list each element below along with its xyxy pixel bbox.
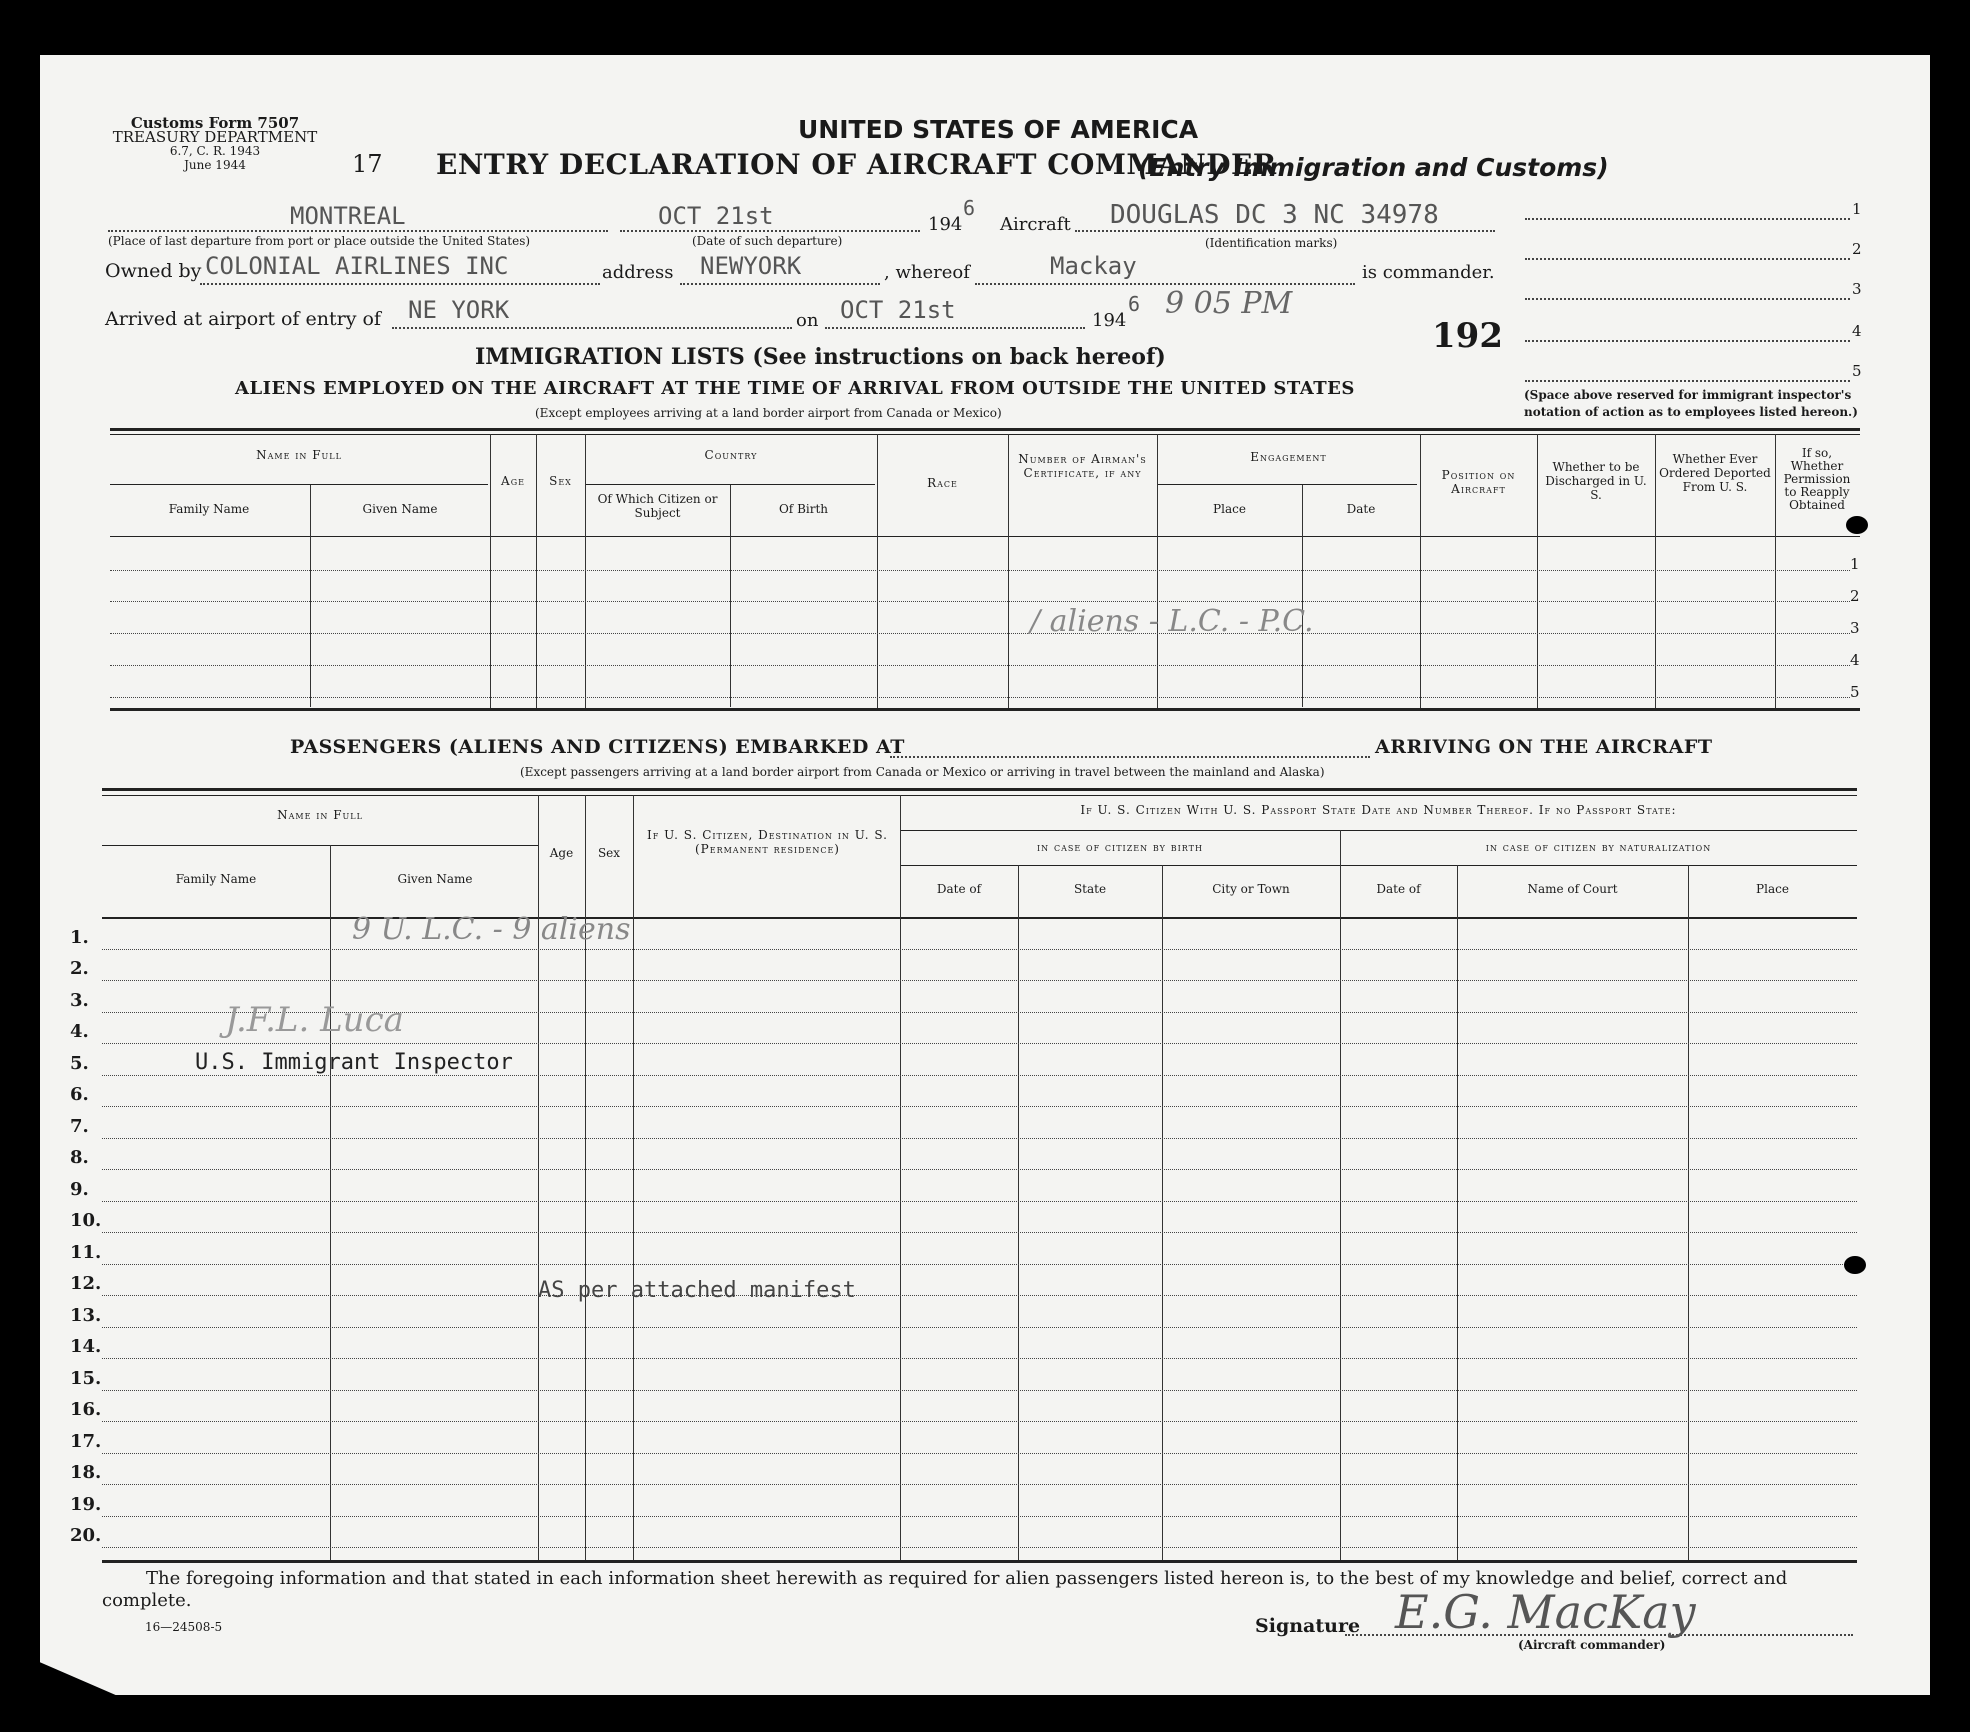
- aliens-header-place: Place: [1213, 502, 1246, 516]
- passenger-row-number: 9.: [70, 1178, 89, 1200]
- departure-date-caption: (Date of such departure): [692, 234, 843, 248]
- arrival-label: Arrived at airport of entry of: [105, 308, 381, 330]
- arrival-date: OCT 21st: [840, 296, 956, 324]
- departure-year-prefix: 194: [928, 214, 963, 235]
- aliens-header-given: Given Name: [362, 502, 438, 516]
- passenger-row-line: [102, 949, 1857, 950]
- passenger-row-number: 8.: [70, 1147, 89, 1168]
- aliens-header-family: Family Name: [168, 502, 250, 516]
- passenger-row-number: 6.: [70, 1084, 89, 1105]
- owner-value: COLONIAL AIRLINES INC: [205, 252, 509, 280]
- aliens-row-number: 4: [1850, 651, 1860, 669]
- passenger-row-number: 14.: [70, 1336, 102, 1357]
- address-value: NEWYORK: [700, 252, 802, 280]
- aliens-row-number: 3: [1850, 619, 1860, 637]
- passenger-row-line: [102, 1484, 1857, 1485]
- passenger-row-number: 5.: [70, 1052, 89, 1074]
- passengers-header-by-birth: in case of citizen by birth: [1037, 840, 1203, 854]
- passenger-row-number: 19.: [70, 1493, 102, 1515]
- passenger-row-line: [102, 1169, 1857, 1170]
- aliens-handwritten-note: / aliens - L.C. - P.C.: [1030, 604, 1314, 639]
- aliens-header-deported: Whether Ever Ordered Deported From U. S.: [1659, 452, 1771, 494]
- header-subtitle: (Entry Immigration and Customs): [1138, 153, 1609, 182]
- passenger-row-line: [102, 1295, 1857, 1296]
- passenger-row-number: 18.: [70, 1462, 102, 1483]
- passengers-header-city: City or Town: [1212, 882, 1290, 896]
- passenger-row-line: [102, 1453, 1857, 1454]
- reserved-line-number: 4: [1852, 322, 1862, 340]
- passenger-row-number: 3.: [70, 989, 89, 1011]
- aliens-header-airman: Number of Airman's Certificate, if any: [1018, 452, 1147, 480]
- passenger-row-number: 11.: [70, 1241, 102, 1263]
- departure-place-caption: (Place of last departure from port or place outside the United States): [108, 234, 531, 248]
- aliens-header-name: Name in Full: [256, 448, 342, 462]
- passenger-row-line: [102, 1106, 1857, 1107]
- passengers-header-age: Age: [549, 846, 574, 860]
- aliens-header-citizen: Of Which Citizen or Subject: [597, 492, 718, 520]
- entry-stamp: 192: [1432, 316, 1503, 356]
- passenger-row-number: 15.: [70, 1367, 102, 1389]
- passenger-row-number: 12.: [70, 1273, 102, 1294]
- reserved-line-number: 5: [1852, 362, 1862, 380]
- passengers-header-date-of: Date of: [936, 882, 982, 896]
- passenger-row-number: 7.: [70, 1115, 89, 1137]
- commander-suffix: is commander.: [1362, 262, 1495, 283]
- punch-hole: [1846, 516, 1868, 534]
- passengers-header-sex: Sex: [597, 846, 621, 860]
- form-number: Customs Form 7507: [130, 114, 300, 132]
- passenger-row-number: 1.: [70, 926, 89, 948]
- passenger-row-number: 4.: [70, 1021, 89, 1042]
- passengers-note: (Except passengers arriving at a land border airport from Canada or Mexico or arriving in travel between the mainland and Alaska): [520, 765, 1325, 779]
- aliens-header-country: Country: [704, 448, 758, 462]
- reserved-line-number: 2: [1852, 240, 1862, 258]
- aircraft-label: Aircraft: [1000, 214, 1071, 235]
- departure-year-suffix: 6: [963, 196, 976, 220]
- passengers-header-state: State: [1073, 882, 1107, 896]
- header-country: UNITED STATES OF AMERICA: [798, 115, 1199, 144]
- arrival-year-prefix: 194: [1092, 310, 1127, 331]
- owner-label: Owned by: [105, 260, 202, 282]
- passengers-header-name: Name in Full: [277, 808, 363, 822]
- passengers-title-left: PASSENGERS (ALIENS AND CITIZENS) EMBARKED AT: [290, 736, 905, 758]
- arrival-time: 9 05 PM: [1165, 286, 1293, 321]
- arrival-on-label: on: [796, 310, 819, 331]
- signature-label: Signature: [1255, 1615, 1361, 1637]
- aliens-header-birth: Of Birth: [778, 502, 829, 516]
- passenger-row-line: [102, 1232, 1857, 1233]
- aliens-row-number: 1: [1850, 555, 1860, 573]
- passenger-row-line: [102, 1201, 1857, 1202]
- form-cfr: 6.7, C. R. 1943: [169, 144, 261, 158]
- passenger-row-line: [102, 1516, 1857, 1517]
- aliens-header-race: Race: [927, 476, 958, 490]
- aliens-header-sex: Sex: [549, 474, 572, 488]
- header-title: ENTRY DECLARATION OF AIRCRAFT COMMANDER: [436, 148, 1277, 181]
- passenger-row-line: [102, 1421, 1857, 1422]
- reserved-line-number: 3: [1852, 280, 1862, 298]
- passengers-handwritten-row1: 9 U. L.C. - 9 aliens: [352, 912, 631, 947]
- commander-value: Mackay: [1050, 252, 1137, 280]
- aliens-row-number: 2: [1850, 587, 1860, 605]
- passenger-row-line: [102, 1390, 1857, 1391]
- manifest-note: AS per attached manifest: [538, 1278, 856, 1303]
- passenger-row-line: [102, 1358, 1857, 1359]
- address-label: address: [602, 262, 674, 283]
- form-department: TREASURY DEPARTMENT: [112, 128, 318, 146]
- passenger-row-number: 13.: [70, 1304, 102, 1326]
- aircraft-caption: (Identification marks): [1205, 236, 1338, 250]
- passengers-header-family: Family Name: [175, 872, 257, 886]
- reserved-note: (Space above reserved for immigrant inspector's notation of action as to employees listed hereon.): [1524, 388, 1858, 419]
- passengers-header-destination: If U. S. Citizen, Destination in U. S. (Permanent residence): [647, 828, 888, 856]
- reserved-line-number: 1: [1852, 200, 1862, 218]
- passenger-row-line: [102, 980, 1857, 981]
- immigration-note: (Except employees arriving at a land border airport from Canada or Mexico): [535, 406, 1002, 420]
- aliens-row-number: 5: [1850, 683, 1860, 701]
- passenger-row-number: 16.: [70, 1399, 102, 1420]
- passenger-row-number: 17.: [70, 1430, 102, 1452]
- immigration-subtitle: ALIENS EMPLOYED ON THE AIRCRAFT AT THE TIME OF ARRIVAL FROM OUTSIDE THE UNITED STATES: [235, 378, 1355, 399]
- passengers-header-date-of-2: Date of: [1376, 882, 1421, 896]
- signature-caption: (Aircraft commander): [1518, 1638, 1666, 1652]
- print-code: 16—24508-5: [145, 1620, 223, 1634]
- passenger-row-line: [102, 1043, 1857, 1044]
- form-date: June 1944: [184, 158, 246, 172]
- passenger-row-line: [102, 1264, 1857, 1265]
- passenger-row-line: [102, 1547, 1857, 1548]
- inspector-stamp: U.S. Immigrant Inspector: [195, 1050, 513, 1075]
- passengers-header-given: Given Name: [397, 872, 473, 886]
- passenger-row-line: [102, 1327, 1857, 1328]
- commander-signature: E.G. MacKay: [1395, 1585, 1696, 1639]
- passenger-row-number: 20.: [70, 1525, 102, 1546]
- aircraft-id: DOUGLAS DC 3 NC 34978: [1110, 200, 1439, 230]
- passengers-header-by-naturalization: in case of citizen by naturalization: [1485, 840, 1712, 854]
- sheet-number: 17: [352, 150, 383, 178]
- inspector-initials: J.F.L. Luca: [225, 1000, 404, 1040]
- passengers-header-court: Name of Court: [1527, 882, 1618, 896]
- certification-text: The foregoing information and that stated in each information sheet herewith as required for alien passengers listed hereon is, to the best of my knowledge and belief, correct and complete.: [102, 1568, 1788, 1611]
- aliens-header-discharged: Whether to be Discharged in U. S.: [1545, 460, 1647, 502]
- arrival-year-suffix: 6: [1128, 292, 1141, 316]
- arrival-value: NE YORK: [408, 296, 510, 324]
- punch-hole: [1844, 1256, 1866, 1274]
- aliens-header-engagement: Engagement: [1250, 450, 1327, 464]
- passengers-header-passport: If U. S. Citizen With U. S. Passport State Date and Number Thereof. If no Passport State:: [1080, 803, 1677, 817]
- passengers-title-right: ARRIVING ON THE AIRCRAFT: [1375, 736, 1713, 758]
- passenger-row-number: 2.: [70, 958, 89, 979]
- immigration-title: IMMIGRATION LISTS (See instructions on back hereof): [475, 344, 1166, 370]
- aliens-header-position: Position on Aircraft: [1441, 468, 1516, 496]
- departure-place: MONTREAL: [290, 202, 406, 230]
- passenger-row-number: 10.: [70, 1210, 102, 1231]
- departure-date: OCT 21st: [658, 202, 774, 230]
- aliens-header-reapply: If so, Whether Permission to Reapply Obtained: [1783, 446, 1851, 512]
- passengers-header-place: Place: [1756, 882, 1789, 896]
- whereof-label: , whereof: [884, 262, 970, 283]
- aliens-header-age: Age: [501, 474, 525, 488]
- aliens-header-date: Date: [1346, 502, 1376, 516]
- form-info-block: [100, 116, 330, 172]
- passenger-row-line: [102, 1138, 1857, 1139]
